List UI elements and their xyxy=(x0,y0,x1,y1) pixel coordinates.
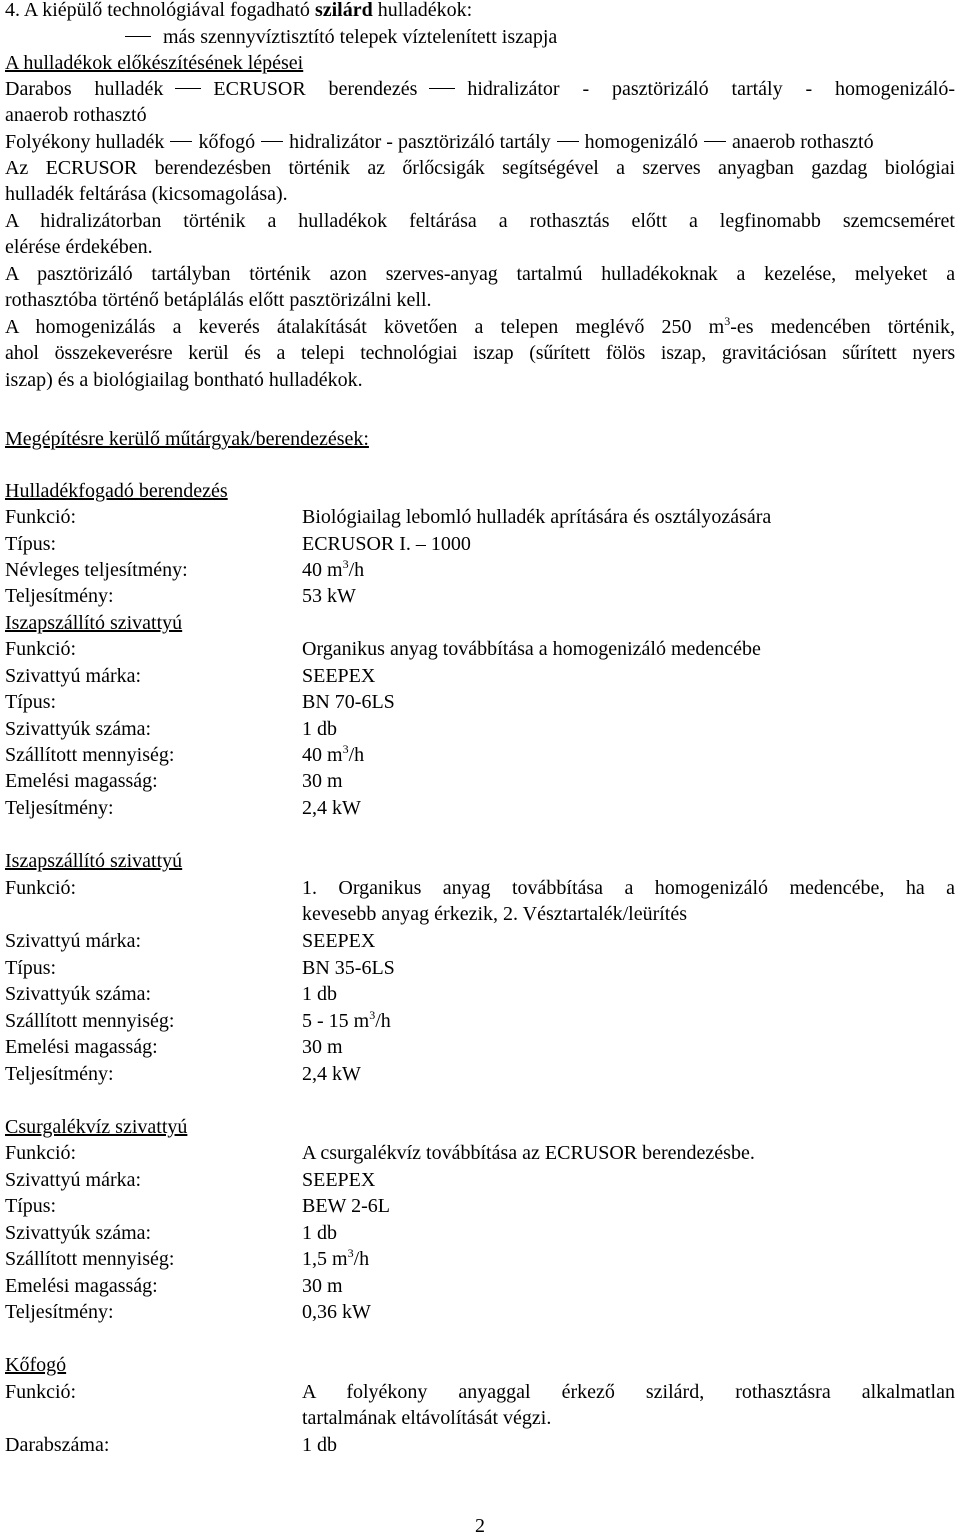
section-title: Megépítésre kerülő műtárgyak/berendezések: xyxy=(5,428,369,450)
value-line: A folyékony anyaggal érkező szilárd, rothasztásra alkalmatlan xyxy=(302,1381,955,1403)
spec-value xyxy=(302,742,364,768)
spec-key: Funkció: xyxy=(5,638,77,660)
spec-value: 30 m xyxy=(302,1036,343,1058)
spec-key: Névleges teljesítmény: xyxy=(5,559,188,581)
spec-key: Típus: xyxy=(5,957,57,979)
spec-value: 1 db xyxy=(302,1434,337,1456)
value-text: 1,5 m xyxy=(302,1248,348,1270)
value-text: 40 m xyxy=(302,744,343,766)
flow-step: Darabos hulladék xyxy=(5,78,164,100)
waste-item-text: más szennyvíztisztító telepek víztelenített iszapja xyxy=(163,26,558,48)
dash xyxy=(175,88,201,89)
flow-step: Folyékony hulladék xyxy=(5,131,165,153)
spec-value: 2,4 kW xyxy=(302,797,361,819)
waste-item xyxy=(125,24,557,50)
spec-value: 0,36 kW xyxy=(302,1301,371,1323)
equipment-title: Kőfogó xyxy=(5,1354,67,1376)
spec-key: Funkció: xyxy=(5,1142,77,1164)
paragraph-line: elérése érdekében. xyxy=(5,236,153,258)
spec-value xyxy=(302,1379,955,1431)
dash xyxy=(125,36,151,37)
paragraph-line: hulladék feltárása (kicsomagolása). xyxy=(5,183,288,205)
spec-value: 2,4 kW xyxy=(302,1063,361,1085)
spec-value: 1 db xyxy=(302,718,337,740)
equipment-title: Iszapszállító szivattyú xyxy=(5,612,183,634)
spec-value: ECRUSOR I. – 1000 xyxy=(302,533,471,555)
spec-key: Szivattyú márka: xyxy=(5,930,142,952)
spec-key: Funkció: xyxy=(5,506,77,528)
spec-value: 1 db xyxy=(302,983,337,1005)
spec-key: Típus: xyxy=(5,533,57,555)
paragraph-line xyxy=(5,314,955,340)
dash xyxy=(429,88,455,89)
spec-value: 53 kW xyxy=(302,585,356,607)
spec-key: Funkció: xyxy=(5,1381,77,1403)
paragraph-line: iszap) és a biológiailag bontható hulladékok. xyxy=(5,369,363,391)
spec-value: BEW 2-6L xyxy=(302,1195,390,1217)
flow-step: kőfogó xyxy=(198,131,256,153)
value-suffix: /h xyxy=(348,744,365,766)
spec-key: Szállított mennyiség: xyxy=(5,744,175,766)
spec-key: Szállított mennyiség: xyxy=(5,1248,175,1270)
spec-value xyxy=(302,875,955,927)
spec-value: SEEPEX xyxy=(302,1169,376,1191)
spec-key: Típus: xyxy=(5,691,57,713)
spec-value: Biológiailag lebomló hulladék aprítására és osztályozására xyxy=(302,506,772,528)
steps-title: A hulladékok előkészítésének lépései xyxy=(5,52,304,74)
flow-step: hidralizátor - pasztörizáló tartály xyxy=(289,131,551,153)
solid-flow-line xyxy=(5,76,955,102)
spec-value: Organikus anyag továbbítása a homogenizáló medencébe xyxy=(302,638,761,660)
spec-key: Emelési magasság: xyxy=(5,770,158,792)
flow-step: anaerob rothasztó xyxy=(731,131,874,153)
spec-value: BN 70-6LS xyxy=(302,691,395,713)
solid-flow-cont: anaerob rothasztó xyxy=(5,104,147,126)
equipment-title: Iszapszállító szivattyú xyxy=(5,850,183,872)
paragraph-line: Az ECRUSOR berendezésben történik az őrlőcsigák segítségével a szerves anyagban gazdag biológiai xyxy=(5,157,955,179)
flow-step: homogenizáló xyxy=(584,131,698,153)
spec-key: Szivattyúk száma: xyxy=(5,983,152,1005)
dash xyxy=(557,141,579,142)
text-run: -es medencében történik, xyxy=(730,316,955,338)
superscript: 3 xyxy=(724,314,731,328)
spec-key: Típus: xyxy=(5,1195,57,1217)
spec-key: Emelési magasság: xyxy=(5,1275,158,1297)
value-text: 40 m xyxy=(302,559,343,581)
value-suffix: /h xyxy=(375,1010,391,1032)
spec-key: Teljesítmény: xyxy=(5,797,114,819)
superscript: 3 xyxy=(347,1246,354,1260)
spec-key: Emelési magasság: xyxy=(5,1036,158,1058)
spec-value xyxy=(302,557,364,583)
spec-value: 1 db xyxy=(302,1222,337,1244)
spec-key: Teljesítmény: xyxy=(5,1301,114,1323)
superscript: 3 xyxy=(342,557,349,571)
flow-step: hidralizátor - pasztörizáló tartály - homogenizáló- xyxy=(467,78,955,100)
liquid-flow-line xyxy=(5,129,874,155)
value-line: kevesebb anyag érkezik, 2. Vésztartalék/leürítés xyxy=(302,903,688,925)
value-line: 1. Organikus anyag továbbítása a homogenizáló medencébe, ha a xyxy=(302,877,955,899)
superscript: 3 xyxy=(342,742,349,756)
spec-value: 30 m xyxy=(302,1275,343,1297)
spec-value: A csurgalékvíz továbbítása az ECRUSOR berendezésbe. xyxy=(302,1142,755,1164)
spec-key: Teljesítmény: xyxy=(5,1063,114,1085)
section-heading xyxy=(5,0,472,23)
spec-key: Teljesítmény: xyxy=(5,585,114,607)
dash xyxy=(170,141,192,142)
value-suffix: /h xyxy=(353,1248,370,1270)
equipment-title: Csurgalékvíz szivattyú xyxy=(5,1116,188,1138)
spec-value: SEEPEX xyxy=(302,930,376,952)
dash xyxy=(704,141,726,142)
heading-prefix: 4. A kiépülő technológiával fogadható xyxy=(5,0,315,21)
spec-key: Szállított mennyiség: xyxy=(5,1010,175,1032)
value-line: tartalmának eltávolítását végzi. xyxy=(302,1407,552,1429)
paragraph-line: ahol összekeverésre kerül és a telepi technológiai iszap (sűrített fölös iszap, gravitációsan sűrített nyers xyxy=(5,342,955,364)
spec-value: BN 35-6LS xyxy=(302,957,395,979)
paragraph-line: rothasztóba történő betáplálás előtt pasztörizálni kell. xyxy=(5,289,432,311)
spec-key: Szivattyú márka: xyxy=(5,665,142,687)
superscript: 3 xyxy=(369,1008,376,1022)
spec-key: Szivattyúk száma: xyxy=(5,718,152,740)
paragraph-line: A pasztörizáló tartályban történik azon szerves-anyag tartalmú hulladékoknak a kezelése, melyeket a xyxy=(5,263,955,285)
spec-value: 30 m xyxy=(302,770,343,792)
spec-key: Szivattyúk száma: xyxy=(5,1222,152,1244)
value-suffix: /h xyxy=(348,559,365,581)
spec-key: Szivattyú márka: xyxy=(5,1169,142,1191)
value-text: 5 - 15 m xyxy=(302,1010,370,1032)
spec-value xyxy=(302,1008,391,1034)
equipment-title: Hulladékfogadó berendezés xyxy=(5,480,228,502)
flow-step: ECRUSOR berendezés xyxy=(213,78,418,100)
spec-value xyxy=(302,1246,369,1272)
spec-key: Funkció: xyxy=(5,877,77,899)
text-run: A homogenizálás a keverés átalakítását követően a telepen meglévő 250 m xyxy=(5,316,725,338)
heading-suffix: hulladékok: xyxy=(372,0,473,21)
heading-bold: szilárd xyxy=(314,0,373,21)
spec-key: Darabszáma: xyxy=(5,1434,110,1456)
spec-value: SEEPEX xyxy=(302,665,376,687)
paragraph-line: A hidralizátorban történik a hulladékok feltárása a rothasztás előtt a legfinomabb szemcseméret xyxy=(5,210,955,232)
dash xyxy=(261,141,283,142)
page-number: 2 xyxy=(475,1515,485,1537)
